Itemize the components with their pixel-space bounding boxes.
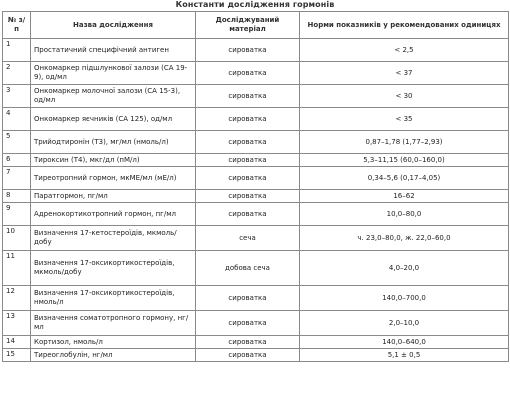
row-name: Онкомаркер молочної залози (CA 15-3), од/мл: [31, 85, 196, 108]
row-material: сироватка: [196, 85, 300, 108]
row-num: 15: [3, 349, 31, 362]
row-num: 10: [3, 226, 31, 251]
row-material: сироватка: [196, 154, 300, 167]
row-num: 1: [3, 39, 31, 62]
column-header-norm: Норми показників у рекомендованих одиницях: [300, 12, 509, 39]
row-num: 4: [3, 108, 31, 131]
row-num: 2: [3, 62, 31, 85]
column-header-num: № з/п: [3, 12, 31, 39]
table-row: [3, 190, 509, 203]
row-material: сироватка: [196, 131, 300, 154]
row-norm: 0,87–1,78 (1,77–2,93): [300, 131, 509, 154]
row-name: Паратгормон, пг/мл: [31, 190, 196, 203]
row-name: Онкомаркер яєчників (CA 125), од/мл: [31, 108, 196, 131]
row-norm: < 35: [300, 108, 509, 131]
table-row: [3, 286, 509, 311]
column-header-material: Досліджуваний матеріал: [196, 12, 300, 39]
table-row: [3, 39, 509, 62]
row-norm: 10,0–80,0: [300, 203, 509, 226]
row-name: Адренокортикотропний гормон, пг/мл: [31, 203, 196, 226]
table-row: [3, 311, 509, 336]
row-material: сироватка: [196, 62, 300, 85]
table-row: [3, 85, 509, 108]
row-material: сироватка: [196, 286, 300, 311]
table-row: [3, 154, 509, 167]
row-name: Визначення соматотропного гормону, нг/мл: [31, 311, 196, 336]
table-row: [3, 62, 509, 85]
row-material: сироватка: [196, 39, 300, 62]
row-norm: ч. 23,0–80,0, ж. 22,0–60,0: [300, 226, 509, 251]
row-norm: 0,34–5,6 (0,17–4,05): [300, 167, 509, 190]
table-row: [3, 336, 509, 349]
column-header-name: Назва дослідження: [31, 12, 196, 39]
row-norm: 2,0–10,0: [300, 311, 509, 336]
row-num: 9: [3, 203, 31, 226]
row-num: 5: [3, 131, 31, 154]
table-row: [3, 131, 509, 154]
row-num: 12: [3, 286, 31, 311]
row-name: Трийодтиронін (T3), мг/мл (нмоль/л): [31, 131, 196, 154]
row-name: Визначення 17-оксикортикостероїдів, мкмоль/добу: [31, 251, 196, 286]
row-name: Тироксин (T4), мкг/дл (пМ/л): [31, 154, 196, 167]
row-norm: 16–62: [300, 190, 509, 203]
row-num: 6: [3, 154, 31, 167]
row-norm: 5,3–11,15 (60,0–160,0): [300, 154, 509, 167]
table-row: [3, 251, 509, 286]
row-norm: 140,0–640,0: [300, 336, 509, 349]
row-norm: < 30: [300, 85, 509, 108]
row-material: сироватка: [196, 108, 300, 131]
table-row: [3, 349, 509, 362]
hormone-table-container: [2, 11, 508, 362]
row-num: 8: [3, 190, 31, 203]
row-norm: < 37: [300, 62, 509, 85]
row-material: сироватка: [196, 167, 300, 190]
row-material: сироватка: [196, 203, 300, 226]
hormone-constants-table: [2, 11, 509, 362]
row-material: добова сеча: [196, 251, 300, 286]
row-material: сироватка: [196, 311, 300, 336]
row-material: сироватка: [196, 336, 300, 349]
row-name: Визначення 17-оксикортикостероїдів, нмоль/л: [31, 286, 196, 311]
table-row: [3, 203, 509, 226]
row-norm: 4,0–20,0: [300, 251, 509, 286]
row-norm: < 2,5: [300, 39, 509, 62]
row-name: Онкомаркер підшлункової залози (CA 19-9), од/мл: [31, 62, 196, 85]
row-num: 11: [3, 251, 31, 286]
row-num: 14: [3, 336, 31, 349]
table-row: [3, 108, 509, 131]
row-num: 7: [3, 167, 31, 190]
row-name: Тиреотропний гормон, мкМЕ/мл (мЕ/л): [31, 167, 196, 190]
row-num: 3: [3, 85, 31, 108]
row-material: сеча: [196, 226, 300, 251]
row-material: сироватка: [196, 190, 300, 203]
row-norm: 5,1 ± 0,5: [300, 349, 509, 362]
row-name: Тиреоглобулін, нг/мл: [31, 349, 196, 362]
row-norm: 140,0–700,0: [300, 286, 509, 311]
row-name: Простатичний специфічний антиген: [31, 39, 196, 62]
row-num: 13: [3, 311, 31, 336]
table-header-row: [3, 12, 509, 39]
table-row: [3, 226, 509, 251]
row-name: Кортизол, нмоль/л: [31, 336, 196, 349]
row-name: Визначення 17-кетостероїдів, мкмоль/добу: [31, 226, 196, 251]
table-row: [3, 167, 509, 190]
row-material: сироватка: [196, 349, 300, 362]
page-title: Константи дослідження гормонів: [175, 0, 335, 9]
